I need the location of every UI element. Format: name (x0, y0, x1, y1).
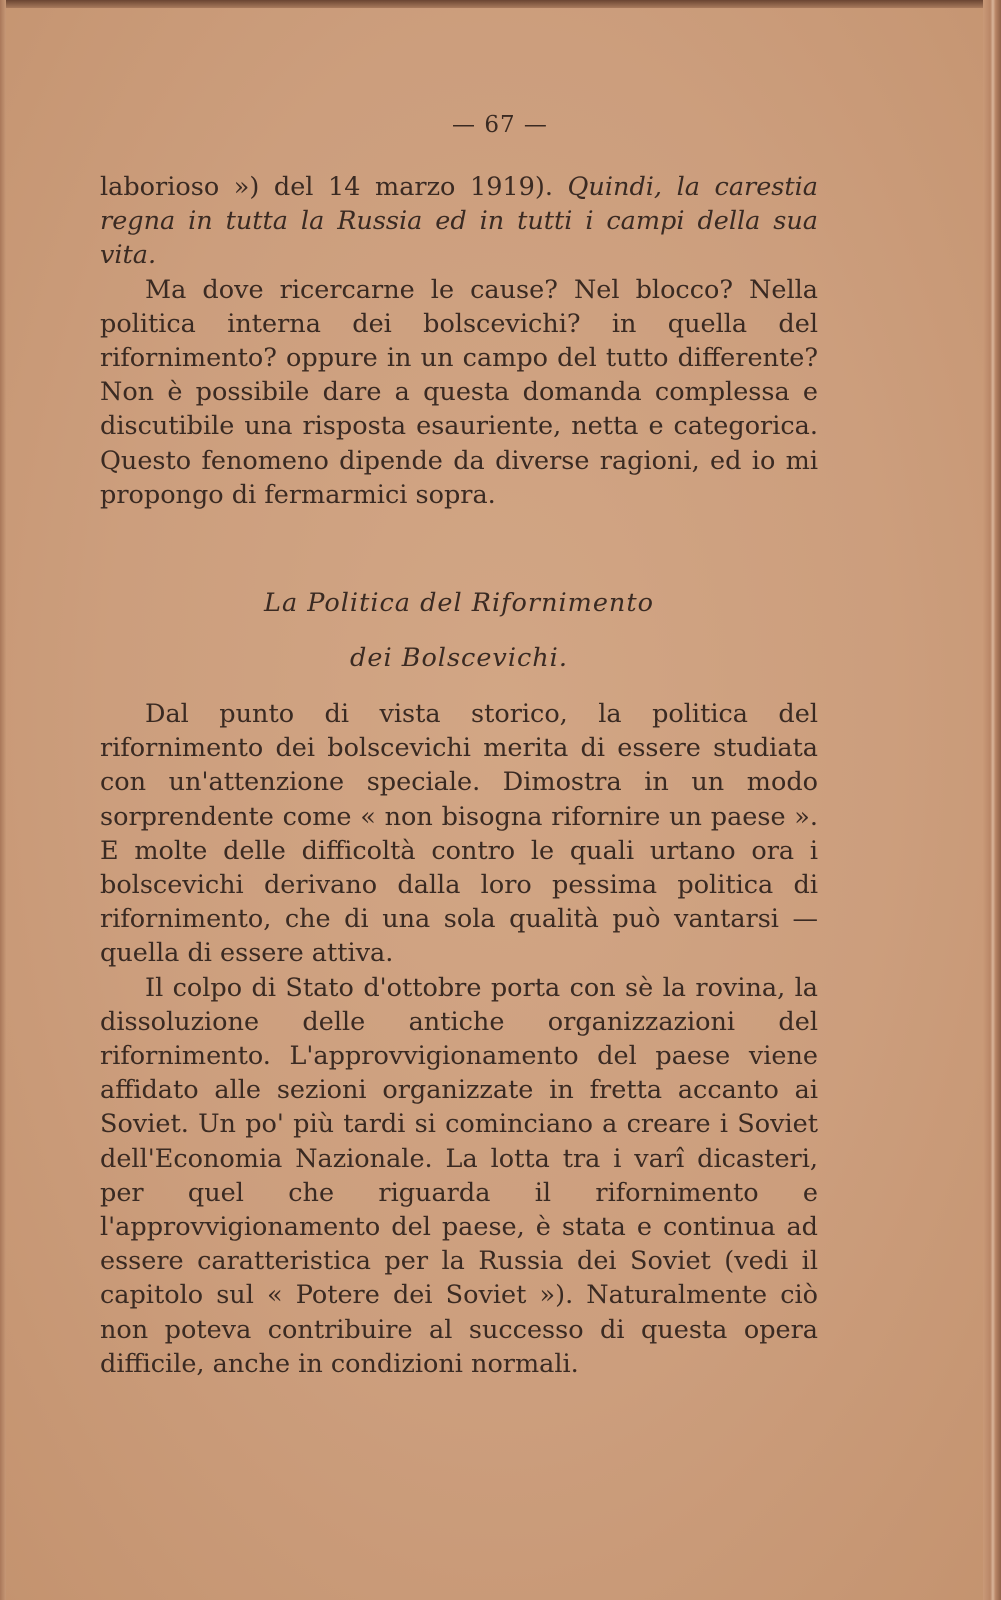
paragraph-causes: Ma dove ricercarne le cause? Nel blocco? Nella politica interna dei bolscevichi? in quella del rifornimento? oppure in un campo del tutto differente? Non è possibile dare a questa domanda complessa e discutibile una risposta esauriente, netta e categorica. Questo fenomeno dipende da diverse ragioni, ed io mi propongo di fermarmici sopra. (100, 274, 818, 510)
page-right-edge (983, 0, 1001, 1600)
page-number: — 67 — (452, 112, 548, 138)
page-left-edge (0, 0, 6, 1600)
section-heading-line1: La Politica del Rifornimento (264, 588, 654, 618)
paragraph-continuation-italic: Quindi, la carestia regna in tutta la Russia ed in tutti i campi della sua vita. (100, 172, 818, 271)
paragraph-historical: Dal punto di vista storico, la politica del rifornimento dei bolscevichi merita di essere studiata con un'attenzione speciale. Dimostra in un modo sorprendente come « non bisogna rifornire un paese ». E molte delle difficoltà contro le quali urtano ora i bolscevichi derivano dalla loro pessima politica di rifornimento, che di una sola qualità può vantarsi — quella di essere attiva. (100, 699, 818, 969)
page-top-edge (0, 0, 1001, 8)
paragraph-continuation-normal: laborioso ») del 14 marzo 1919). (100, 172, 568, 202)
text-block-top (100, 170, 818, 512)
text-block-bottom (100, 697, 818, 1381)
paragraph-coup: Il colpo di Stato d'ottobre porta con sè la rovina, la dissoluzione delle antiche organizzazioni del rifornimento. L'approvvigionamento del paese viene affidato alle sezioni organizzate in fretta accanto ai Soviet. Un po' più tardi si cominciano a creare i Soviet dell'Economia Nazionale. La lotta tra i varî dicasteri, per quel che riguarda il rifornimento e l'approvvigionamento del paese, è stata e continua ad essere caratteristica per la Russia dei Soviet (vedi il capitolo sul « Potere dei Soviet »). Naturalmente ciò non poteva contribuire al successo di questa opera difficile, anche in condizioni normali. (100, 972, 818, 1379)
section-heading-line2: dei Bolscevichi. (350, 643, 568, 673)
paragraph-continuation (100, 170, 818, 273)
